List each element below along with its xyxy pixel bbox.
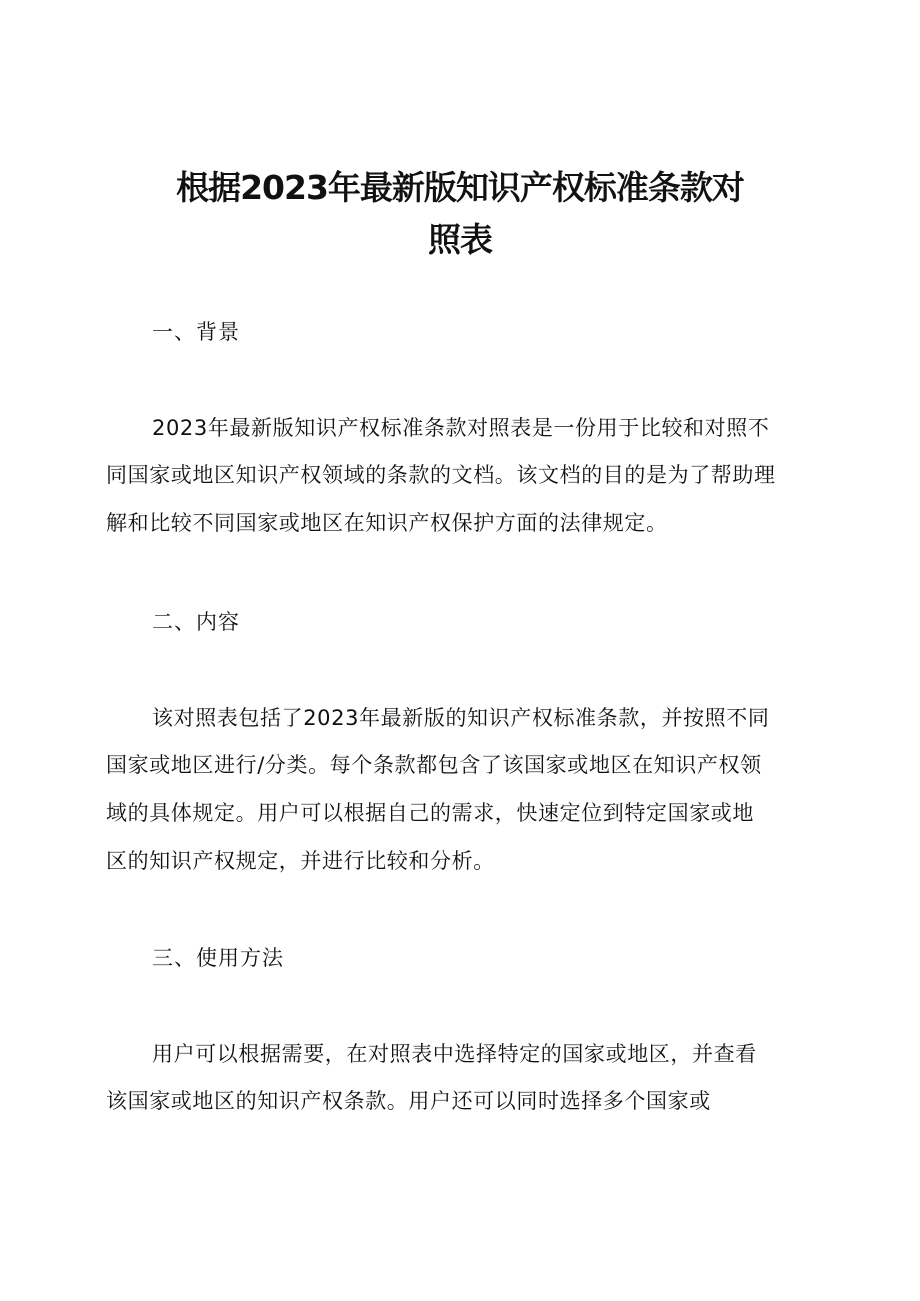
paragraph-line: 域的具体规定。用户可以根据自己的需求，快速定位到特定国家或地 [106, 801, 754, 825]
section-heading-usage: 三、使用方法 [152, 946, 284, 970]
paragraph-line: 2023年最新版知识产权标准条款对照表是一份用于比较和对照不 [152, 416, 770, 440]
paragraph-line: 解和比较不同国家或地区在知识产权保护方面的法律规定。 [106, 511, 668, 535]
section-heading-background: 一、背景 [152, 320, 240, 344]
paragraph-line: 该对照表包括了2023年最新版的知识产权标准条款，并按照不同 [152, 706, 770, 730]
paragraph-line: 用户可以根据需要，在对照表中选择特定的国家或地区，并查看 [152, 1042, 757, 1066]
paragraph-line: 同国家或地区知识产权领域的条款的文档。该文档的目的是为了帮助理 [106, 463, 776, 487]
paragraph-line: 区的知识产权规定，并进行比较和分析。 [106, 849, 495, 873]
section-heading-content: 二、内容 [152, 610, 240, 634]
paragraph-line: 国家或地区进行/分类。每个条款都包含了该国家或地区在知识产权领 [106, 753, 762, 777]
document-title-line-1: 根据2023年最新版知识产权标准条款对 [176, 168, 744, 207]
document-title-line-2: 照表 [428, 220, 492, 259]
paragraph-line: 该国家或地区的知识产权条款。用户还可以同时选择多个国家或 [106, 1089, 711, 1113]
